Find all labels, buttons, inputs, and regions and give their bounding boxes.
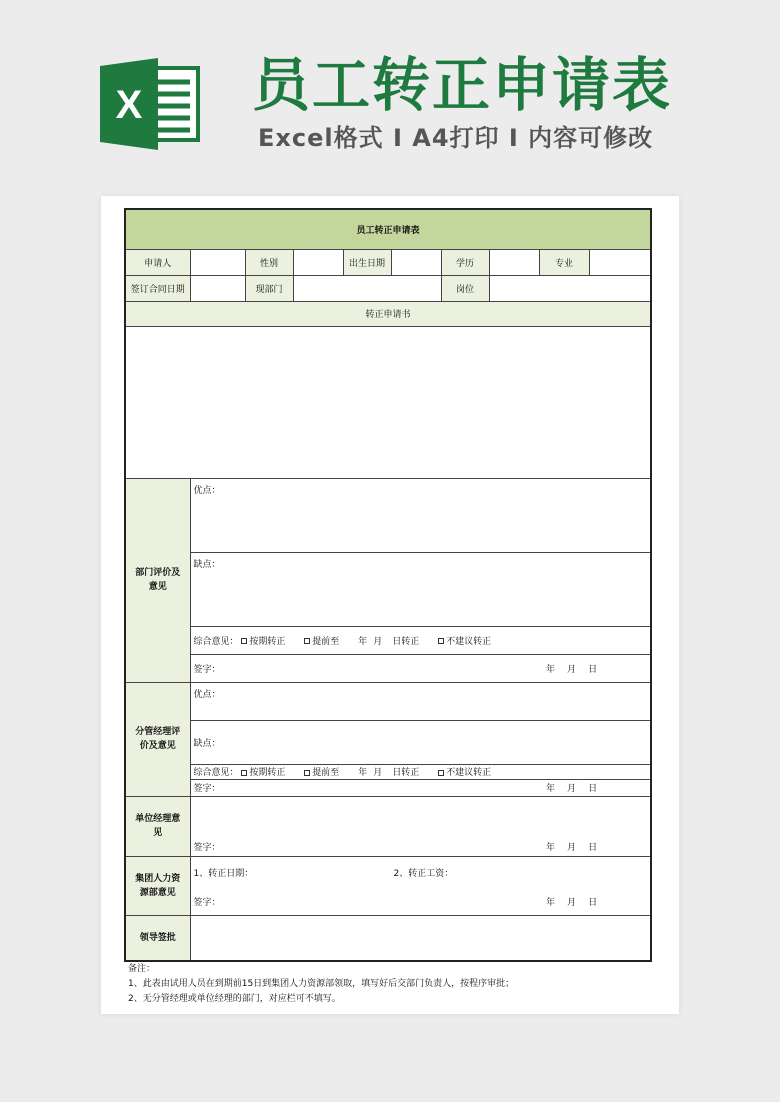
remarks [128,962,514,1007]
unit-sign-label: 签字： [193,842,221,853]
logo-letter: X [115,83,143,127]
hr-opinion-field[interactable] [190,856,651,915]
hr-opinion-label: 集团人力资源部意见 [125,856,190,915]
application-form [124,208,652,962]
hr-sign-date: 年 月 日 [546,897,598,908]
applicant-field[interactable] [190,249,245,275]
unit-manager-label: 单位经理意见 [125,796,190,856]
manager-sign-label: 签字： [193,784,221,794]
gender-field[interactable] [293,249,343,275]
manager-option-on-time[interactable]: 按期转正 [241,768,285,778]
document-sheet [101,196,679,1014]
manager-sign-date: 年 月 日 [546,784,598,794]
manager-evaluation-label: 分管经理评价及意见 [125,682,190,796]
manager-shortcomings-field[interactable] [190,720,651,764]
birth-date-field[interactable] [391,249,441,275]
checkbox-icon [438,638,444,644]
remarks-line-1: 1、此表由试用人员在到期前15日到集团人力资源部领取，填写好后交部门负责人，按程序审批； [128,979,515,989]
page-title: 员工转正申请表 [252,51,673,119]
unit-sign-date: 年 月 日 [546,842,598,853]
remarks-line-2: 2、无分管经理或单位经理的部门，对应栏可不填写。 [128,994,341,1004]
manager-early-date: 年 月 [358,768,383,778]
position-field[interactable] [489,275,651,301]
dept-shortcomings-field[interactable] [190,552,651,626]
letter-content-area[interactable] [125,326,651,478]
remarks-title: 备注： [128,964,156,974]
dept-option-on-time[interactable]: 按期转正 [241,637,285,647]
dept-sign-row[interactable] [190,654,651,682]
manager-sign-row[interactable] [190,779,651,796]
checkbox-icon [438,770,444,776]
page-header [0,0,780,190]
major-label: 专业 [539,249,589,275]
dept-sign-date: 年 月 日 [546,664,598,675]
applicant-label: 申请人 [125,249,190,275]
department-field[interactable] [293,275,441,301]
checkbox-icon [304,770,310,776]
leader-approval-label: 领导签批 [125,915,190,961]
manager-merits-label: 优点： [193,689,221,700]
checkbox-icon [304,638,310,644]
page-subtitle: Excel格式 I A4打印 I 内容可修改 [258,124,654,152]
manager-shortcomings-label: 缺点： [193,738,221,749]
manager-option-early[interactable]: 提前至 [304,768,339,778]
leader-approval-field[interactable] [190,915,651,961]
education-field[interactable] [489,249,539,275]
manager-summary-label: 综合意见： [193,768,239,778]
hr-convert-salary-label: 2、转正工资： [393,868,454,879]
dept-option-early[interactable]: 提前至 [304,637,339,647]
contract-date-label: 签订合同日期 [125,275,190,301]
checkbox-icon [241,770,247,776]
department-label: 现部门 [245,275,293,301]
gender-label: 性别 [245,249,293,275]
excel-logo-icon [100,58,200,150]
dept-early-date: 年 月 [358,636,383,647]
dept-merits-label: 优点： [193,485,221,496]
education-label: 学历 [441,249,489,275]
letter-section-header: 转正申请书 [125,301,651,326]
dept-evaluation-label: 部门评价及意见 [125,478,190,682]
manager-merits-field[interactable] [190,682,651,720]
birth-date-label: 出生日期 [343,249,391,275]
major-field[interactable] [589,249,651,275]
dept-option-not-recommend[interactable]: 不建议转正 [438,637,491,647]
dept-summary-row: 综合意见： 按期转正 提前至 年 月 日转正 不建议转正 [190,626,651,654]
dept-summary-label: 综合意见： [193,636,239,647]
dept-merits-field[interactable] [190,478,651,552]
hr-convert-date-label: 1、转正日期： [193,868,254,879]
dept-sign-label: 签字： [193,664,221,675]
manager-option-not-recommend[interactable]: 不建议转正 [438,768,491,778]
position-label: 岗位 [441,275,489,301]
checkbox-icon [241,638,247,644]
unit-manager-field[interactable] [190,796,651,856]
form-title: 员工转正申请表 [125,209,651,249]
manager-summary-row: 综合意见： 按期转正 提前至 年 月 日转正 不建议转正 [190,764,651,779]
hr-sign-label: 签字： [193,897,221,908]
contract-date-field[interactable] [190,275,245,301]
dept-shortcomings-label: 缺点： [193,559,221,570]
